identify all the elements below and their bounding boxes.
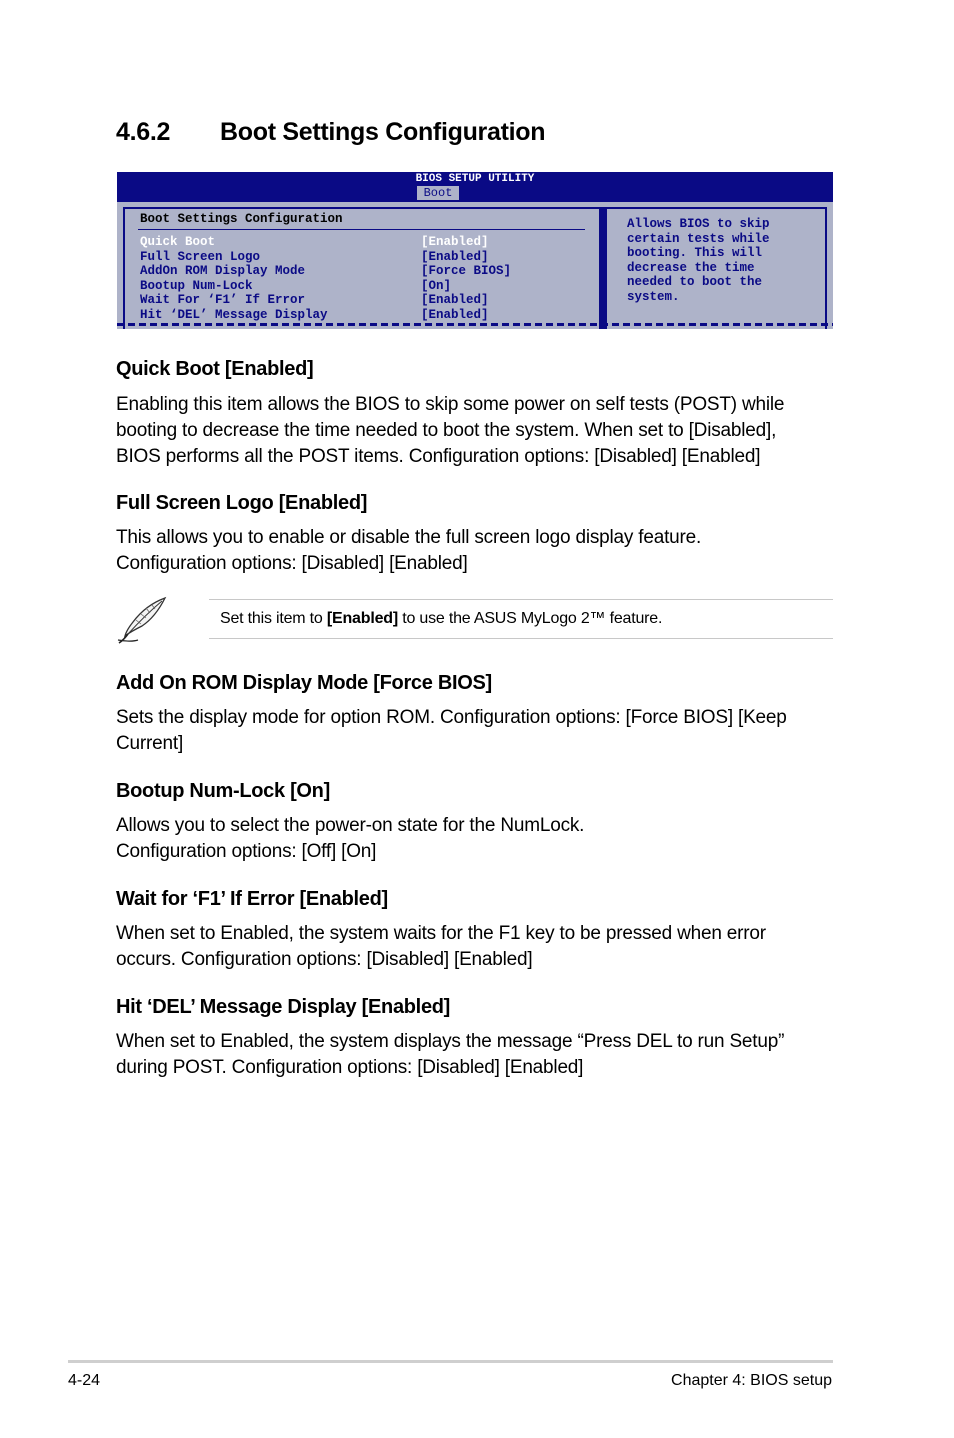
bios-item-addon-rom-display-mode[interactable]	[140, 264, 580, 279]
desc-full-screen-logo	[116, 525, 836, 577]
bios-item-value: [Enabled]	[421, 235, 489, 249]
bios-item-bootup-num-lock[interactable]	[140, 279, 580, 294]
desc-line: Configuration options: [Disabled] [Enabled]	[116, 553, 468, 574]
bios-help-line: needed to boot the	[627, 275, 763, 290]
desc-line: booting to decrease the time needed to boot the system. When set to [Disabled],	[116, 420, 777, 441]
bios-help-line: Allows BIOS to skip	[627, 217, 770, 231]
bios-item-value: [Enabled]	[421, 293, 489, 308]
heading-bootup-num-lock: Bootup Num-Lock [On]	[116, 780, 330, 802]
desc-line: Sets the display mode for option ROM. Configuration options: [Force BIOS] [Keep	[116, 707, 787, 728]
bios-item-value: [Enabled]	[421, 307, 489, 322]
bios-item-value: [On]	[421, 278, 452, 293]
chapter-label: Chapter 4: BIOS setup	[671, 1372, 832, 1389]
bios-help-line: booting. This will	[627, 246, 763, 261]
desc-line: When set to Enabled, the system waits for the F1 key to be pressed when error	[116, 923, 766, 944]
desc-addon-rom	[116, 705, 836, 757]
bios-help-line: decrease the time	[627, 260, 755, 275]
heading-addon-rom: Add On ROM Display Mode [Force BIOS]	[116, 672, 492, 694]
bios-item-label: Wait For ‘F1’ If Error	[140, 293, 306, 308]
bios-help-line: certain tests while	[627, 231, 770, 246]
bios-item-value: [Force BIOS]	[421, 264, 512, 279]
desc-quick-boot	[116, 392, 836, 470]
bios-help-text	[627, 217, 827, 305]
bios-screenshot	[117, 172, 833, 329]
heading-hit-del-message: Hit ‘DEL’ Message Display [Enabled]	[116, 996, 451, 1018]
bios-item-label: AddOn ROM Display Mode	[140, 264, 306, 279]
bios-help-line: system.	[627, 289, 680, 304]
section-title	[116, 118, 545, 147]
bios-item-full-screen-logo[interactable]	[140, 250, 580, 265]
bios-heading-rule	[138, 229, 585, 230]
note-bottom-rule	[209, 638, 833, 639]
bios-item-label: Bootup Num-Lock	[140, 278, 253, 293]
desc-line: Enabling this item allows the BIOS to skip some power on self tests (POST) while	[116, 394, 785, 415]
desc-line: occurs. Configuration options: [Disabled] [Enabled]	[116, 949, 533, 970]
heading-quick-boot: Quick Boot [Enabled]	[116, 358, 314, 380]
desc-hit-del-message	[116, 1029, 836, 1081]
note-bold: [Enabled]	[326, 610, 398, 627]
note-text	[220, 610, 662, 628]
bios-item-list	[140, 235, 580, 323]
bios-item-label: Quick Boot	[140, 235, 216, 249]
bios-utility-title: BIOS SETUP UTILITY	[415, 173, 535, 185]
desc-bootup-num-lock	[116, 813, 836, 865]
desc-line: Configuration options: [Off] [On]	[116, 841, 377, 862]
desc-line: BIOS performs all the POST items. Configuration options: [Disabled] [Enabled]	[116, 446, 761, 467]
section-title-text: Boot Settings Configuration	[220, 118, 546, 146]
desc-line: Allows you to select the power-on state for the NumLock.	[116, 815, 585, 836]
bios-tab-boot[interactable]: Boot	[417, 186, 459, 200]
page-number: 4-24	[68, 1372, 101, 1389]
quill-pen-icon	[116, 596, 168, 646]
desc-line: during POST. Configuration options: [Disabled] [Enabled]	[116, 1057, 584, 1078]
section-number: 4.6.2	[116, 118, 171, 146]
heading-wait-for-f1: Wait for ‘F1’ If Error [Enabled]	[116, 888, 388, 910]
note-prefix: Set this item to	[220, 610, 327, 627]
desc-line: This allows you to enable or disable the full screen logo display feature.	[116, 527, 702, 548]
bios-item-wait-for-f1[interactable]	[140, 293, 580, 308]
note-suffix: to use the ASUS MyLogo 2™ feature.	[397, 610, 663, 627]
bios-title-bar	[117, 172, 833, 202]
bios-item-label: Full Screen Logo	[140, 249, 261, 264]
heading-full-screen-logo: Full Screen Logo [Enabled]	[116, 492, 368, 514]
bios-item-value: [Enabled]	[421, 249, 489, 264]
desc-line: Current]	[116, 733, 184, 754]
footer-rule	[68, 1360, 833, 1363]
bios-item-hit-del-message[interactable]	[140, 308, 580, 323]
bios-panel-heading: Boot Settings Configuration	[140, 212, 343, 226]
note-top-rule	[209, 599, 833, 600]
bios-item-quick-boot[interactable]	[140, 235, 580, 250]
bios-item-label: Hit ‘DEL’ Message Display	[140, 307, 328, 322]
bios-bottom-dashes	[117, 323, 833, 326]
desc-wait-for-f1	[116, 921, 836, 973]
desc-line: When set to Enabled, the system displays the message “Press DEL to run Setup”	[116, 1031, 785, 1052]
